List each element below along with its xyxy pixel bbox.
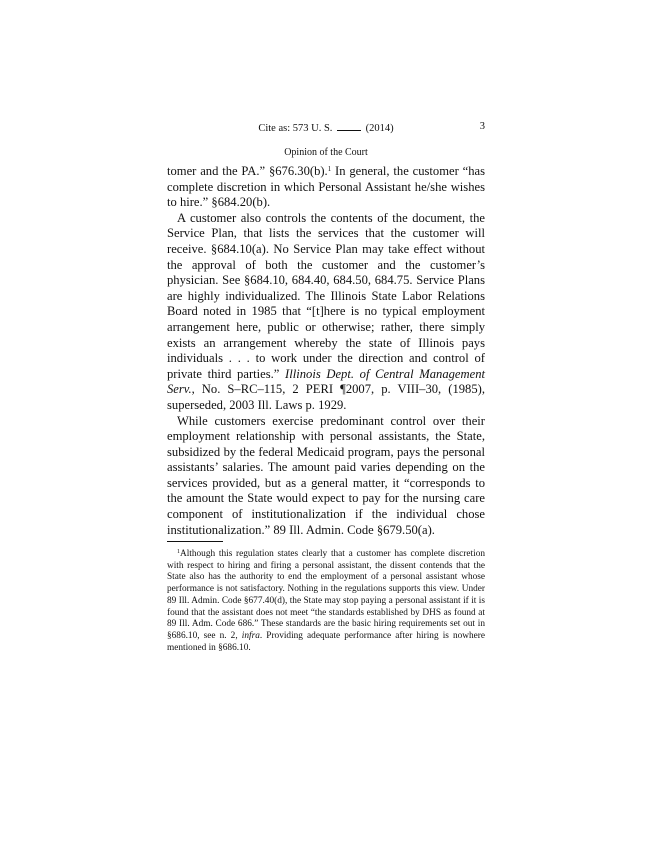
paragraph-2-text-cont: , No. S–RC–115, 2 PERI ¶2007, p. VIII–30, (1985), superseded, 2003 Ill. Laws p. 1929.: [167, 382, 485, 412]
paragraph-1-text-cont: In general, the customer “has complete discretion in which Personal Assistant he/she wishes to hire.” §684.20(b).: [167, 164, 485, 210]
opinion-subhead: Opinion of the Court: [284, 147, 368, 158]
footnote-text-cont: . Providing adequate performance after hiring is nowhere mentioned in §686.10.: [167, 630, 486, 653]
paragraph-2-text: A customer also controls the contents of the document, the Service Plan, that lists the services that the customer will receive. §684.10(a). No Service Plan may take effect without the approval of both the customer and the customer’s physician. See §684.10, 684.40, 684.50, 684.75. Service Plans are highly individualized. The Illinois State Labor Relations Board noted in 1985 that “[t]here is no typical employment arrangement here, public or otherwise; rather, there simply exists an arrangement whereby the state of Illinois pays individuals . . . to work under the direction and control of private third parties.”: [167, 210, 485, 381]
citation-year: (2014): [365, 123, 394, 134]
footnote-marker[interactable]: 1: [327, 165, 332, 173]
footnote-infra: infra: [241, 630, 260, 641]
paragraph-1-text: tomer and the PA.” §676.30(b).: [167, 164, 328, 178]
footnote-text: Although this regulation states clearly that a customer has complete discretion with respect to hiring and firing a personal assistant, the dissent contends that the State also has the authority to end the employment of a personal assistant whose performance is not satisfactory. Nothing in the regulations supports this view. Under 89 Ill. Admin. Code §677.40(d), the State may stop paying a personal assistant if it is found that the assistant does not meet “the standards established by DHS as found at 89 Ill. Adm. Code 686.” These standards are the basic hiring requirements set out in §686.10, see n. 2,: [167, 549, 485, 641]
footnote-1: [167, 549, 485, 654]
paragraph-3: While customers exercise predominant control over their employment relationship with personal assistants, the State, subsidized by the federal Medicaid program, pays the personal assistants’ salaries. The amount paid varies depending on the services provided, but as a general matter, it “corresponds to the amount the State would expect to pay for the nursing care component of institutionalization if the individual chose institutionalization.” 89 Ill. Admin. Code §679.50(a).: [167, 413, 485, 537]
paragraph-1: [167, 164, 485, 211]
footnote-number: 1: [177, 549, 180, 555]
footnote-paragraph: [167, 549, 485, 654]
page-number: 3: [479, 121, 485, 132]
citation: [258, 120, 393, 136]
citation-blank-line: [337, 120, 361, 131]
footnote-divider: [167, 541, 223, 542]
opinion-body: [167, 164, 485, 538]
case-citation: Illinois Dept. of Central Management Serv.: [167, 366, 485, 397]
citation-prefix: Cite as: 573 U. S.: [258, 123, 333, 134]
running-head: [167, 120, 485, 136]
paragraph-2: [167, 211, 485, 414]
